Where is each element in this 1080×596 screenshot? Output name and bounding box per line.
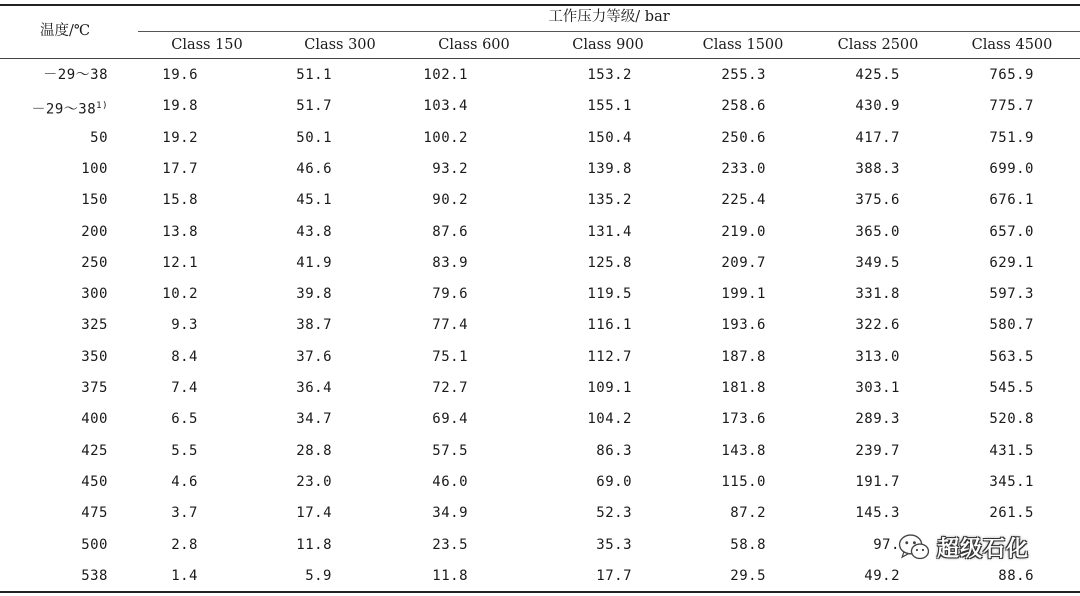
- table-cell: 97.: [873, 536, 900, 553]
- table-cell: 751.9: [989, 129, 1034, 146]
- table-cell: 2.8: [171, 536, 198, 553]
- row-temperature: [0, 472, 108, 492]
- table-cell: 187.8: [721, 348, 766, 365]
- table-cell: 150.4: [587, 129, 632, 146]
- pressure-rating-header: [0, 7, 1080, 27]
- row-temperature-text: 450: [81, 473, 108, 490]
- table-cell: 77.4: [432, 317, 468, 334]
- wechat-icon: [897, 530, 931, 564]
- table-cell: 417.7: [855, 129, 900, 146]
- table-cell: 34.7: [296, 411, 332, 428]
- table-cell: 103.4: [423, 98, 468, 115]
- row-temperature-text: 200: [81, 223, 108, 240]
- row-temperature-text: 50: [90, 129, 108, 146]
- table-cell: 191.7: [855, 473, 900, 490]
- table-cell: 19.8: [162, 98, 198, 115]
- table-cell: 51.1: [296, 67, 332, 83]
- table-cell: 139.8: [587, 160, 632, 177]
- table-cell: 39.8: [296, 286, 332, 303]
- table-cell: 676.1: [989, 192, 1034, 209]
- class-header-6: Class 4500: [971, 37, 1053, 53]
- table-cell: 17.4: [296, 505, 332, 522]
- temperature-header: 温度/℃: [40, 23, 91, 39]
- row-temperature-text: 375: [81, 380, 108, 396]
- group-header-rule: [138, 31, 1080, 32]
- table-cell: 104.2: [587, 411, 632, 428]
- table-cell: 34.9: [432, 505, 468, 522]
- class-header-1: Class 300: [304, 37, 376, 53]
- table-cell: 431.5: [989, 442, 1034, 459]
- table-cell: 322.6: [855, 317, 900, 334]
- table-cell: 125.8: [587, 254, 632, 271]
- table-cell: 49.2: [864, 567, 900, 584]
- table-cell: 86.3: [596, 442, 632, 459]
- table-cell: 331.8: [855, 286, 900, 303]
- table-cell: 119.5: [587, 286, 632, 303]
- row-temperature: [0, 65, 108, 85]
- table-cell: 41.9: [296, 254, 332, 271]
- table-cell: 93.2: [432, 160, 468, 177]
- table-cell: 88.6: [998, 567, 1034, 584]
- table-cell: 775.7: [989, 98, 1034, 115]
- table-cell: 69.4: [432, 411, 468, 428]
- table-cell: 19.2: [162, 129, 198, 146]
- table-cell: 258.6: [721, 98, 766, 115]
- row-temperature-text: 538: [81, 567, 108, 584]
- row-temperature-text: 350: [81, 348, 108, 365]
- table-cell: 45.1: [296, 192, 332, 209]
- row-temperature: [0, 347, 108, 367]
- table-cell: 51.7: [296, 98, 332, 115]
- table-cell: 303.1: [855, 380, 900, 396]
- row-temperature-footnote: 1): [96, 101, 108, 112]
- table-cell: 6.5: [171, 411, 198, 428]
- table-cell: 9.3: [171, 317, 198, 334]
- row-temperature: [0, 96, 108, 120]
- table-cell: 173.6: [721, 411, 766, 428]
- row-temperature: [0, 503, 108, 523]
- watermark: [897, 527, 1029, 567]
- table-cell: 3.7: [171, 505, 198, 522]
- table-cell: 10.2: [162, 286, 198, 303]
- table-cell: 17.7: [596, 567, 632, 584]
- row-temperature: [0, 535, 108, 555]
- table-cell: 225.4: [721, 192, 766, 209]
- row-temperature-text: 425: [81, 442, 108, 459]
- table-cell: 563.5: [989, 348, 1034, 365]
- table-cell: 520.8: [989, 411, 1034, 428]
- table-cell: 83.9: [432, 254, 468, 271]
- table-cell: 425.5: [855, 67, 900, 83]
- table-cell: 38.7: [296, 317, 332, 334]
- table-cell: 50.1: [296, 129, 332, 146]
- table-cell: 250.6: [721, 129, 766, 146]
- table-cell: 23.0: [296, 473, 332, 490]
- table-cell: 580.7: [989, 317, 1034, 334]
- table-cell: 15.8: [162, 192, 198, 209]
- table-cell: 388.3: [855, 160, 900, 177]
- row-temperature: [0, 566, 108, 586]
- pressure-rating-header-text: 工作压力等级/ bar: [548, 9, 670, 25]
- row-temperature-text: 400: [81, 411, 108, 428]
- table-cell: 313.0: [855, 348, 900, 365]
- row-temperature: [0, 128, 108, 148]
- table-cell: 345.1: [989, 473, 1034, 490]
- table-cell: 100.2: [423, 129, 468, 146]
- table-top-rule: [0, 4, 1080, 6]
- table-cell: 112.7: [587, 348, 632, 365]
- table-cell: 8.4: [171, 348, 198, 365]
- table-cell: 765.9: [989, 67, 1034, 83]
- row-temperature: [0, 253, 108, 273]
- table-cell: 181.8: [721, 380, 766, 396]
- table-cell: 36.4: [296, 380, 332, 396]
- table-cell: 87.2: [730, 505, 766, 522]
- table-cell: 545.5: [989, 380, 1034, 396]
- table-cell: 7.4: [171, 380, 198, 396]
- table-cell: 5.5: [171, 442, 198, 459]
- table-cell: 116.1: [587, 317, 632, 334]
- table-cell: 87.6: [432, 223, 468, 240]
- row-temperature: [0, 378, 108, 398]
- table-cell: 35.3: [596, 536, 632, 553]
- row-temperature-text: －29～38: [31, 101, 97, 118]
- table-cell: 4.6: [171, 473, 198, 490]
- table-cell: 58.8: [730, 536, 766, 553]
- table-cell: 5.9: [305, 567, 332, 584]
- table-cell: 289.3: [855, 411, 900, 428]
- watermark-text: 超级石化: [937, 536, 1030, 562]
- table-cell: 72.7: [432, 380, 468, 396]
- row-temperature: [0, 441, 108, 461]
- table-cell: 46.6: [296, 160, 332, 177]
- row-temperature-text: －29～38: [43, 67, 108, 83]
- table-cell: 11.8: [296, 536, 332, 553]
- table-cell: 209.7: [721, 254, 766, 271]
- table-cell: 153.2: [587, 67, 632, 83]
- row-temperature: [0, 190, 108, 210]
- table-cell: 11.8: [432, 567, 468, 584]
- table-cell: 657.0: [989, 223, 1034, 240]
- table-bottom-rule: [0, 591, 1080, 593]
- table-cell: 199.1: [721, 286, 766, 303]
- table-cell: 155.1: [587, 98, 632, 115]
- table-cell: 219.0: [721, 223, 766, 240]
- class-header-4: Class 1500: [702, 37, 784, 53]
- row-temperature-text: 150: [81, 192, 108, 209]
- table-cell: 1.4: [171, 567, 198, 584]
- row-temperature-text: 475: [81, 505, 108, 522]
- row-temperature: [0, 159, 108, 179]
- table-cell: 37.6: [296, 348, 332, 365]
- table-cell: 46.0: [432, 473, 468, 490]
- table-header-rule: [0, 58, 1080, 59]
- table-cell: 430.9: [855, 98, 900, 115]
- table-cell: 12.1: [162, 254, 198, 271]
- row-temperature: [0, 222, 108, 242]
- row-temperature: [0, 284, 108, 304]
- table-cell: 13.8: [162, 223, 198, 240]
- table-cell: 69.0: [596, 473, 632, 490]
- class-header-3: Class 900: [572, 37, 644, 53]
- table-cell: 143.8: [721, 442, 766, 459]
- row-temperature-text: 500: [81, 536, 108, 553]
- table-cell: 375.6: [855, 192, 900, 209]
- table-cell: 349.5: [855, 254, 900, 271]
- table-cell: 102.1: [423, 67, 468, 83]
- table-cell: 28.8: [296, 442, 332, 459]
- table-cell: 19.6: [162, 67, 198, 83]
- row-temperature-text: 300: [81, 286, 108, 303]
- table-cell: 109.1: [587, 380, 632, 396]
- table-cell: 239.7: [855, 442, 900, 459]
- row-temperature-text: 100: [81, 160, 108, 177]
- table-cell: 131.4: [587, 223, 632, 240]
- table-cell: 135.2: [587, 192, 632, 209]
- table-cell: 629.1: [989, 254, 1034, 271]
- table-cell: 597.3: [989, 286, 1034, 303]
- table-cell: 145.3: [855, 505, 900, 522]
- table-cell: 23.5: [432, 536, 468, 553]
- table-cell: 90.2: [432, 192, 468, 209]
- table-cell: 29.5: [730, 567, 766, 584]
- row-temperature-text: 250: [81, 254, 108, 271]
- table-cell: 57.5: [432, 442, 468, 459]
- table-cell: 17.7: [162, 160, 198, 177]
- table-cell: 365.0: [855, 223, 900, 240]
- row-temperature: [0, 409, 108, 429]
- table-cell: 233.0: [721, 160, 766, 177]
- row-temperature-text: 325: [81, 317, 108, 334]
- table-cell: 43.8: [296, 223, 332, 240]
- table-cell: 193.6: [721, 317, 766, 334]
- class-header-2: Class 600: [438, 37, 510, 53]
- table-cell: 115.0: [721, 473, 766, 490]
- table-cell: 52.3: [596, 505, 632, 522]
- table-cell: 75.1: [432, 348, 468, 365]
- row-temperature: [0, 315, 108, 335]
- class-header-0: Class 150: [171, 37, 243, 53]
- table-cell: 261.5: [989, 505, 1034, 522]
- table-cell: 699.0: [989, 160, 1034, 177]
- table-cell: 79.6: [432, 286, 468, 303]
- table-cell: 255.3: [721, 67, 766, 83]
- class-header-5: Class 2500: [837, 37, 919, 53]
